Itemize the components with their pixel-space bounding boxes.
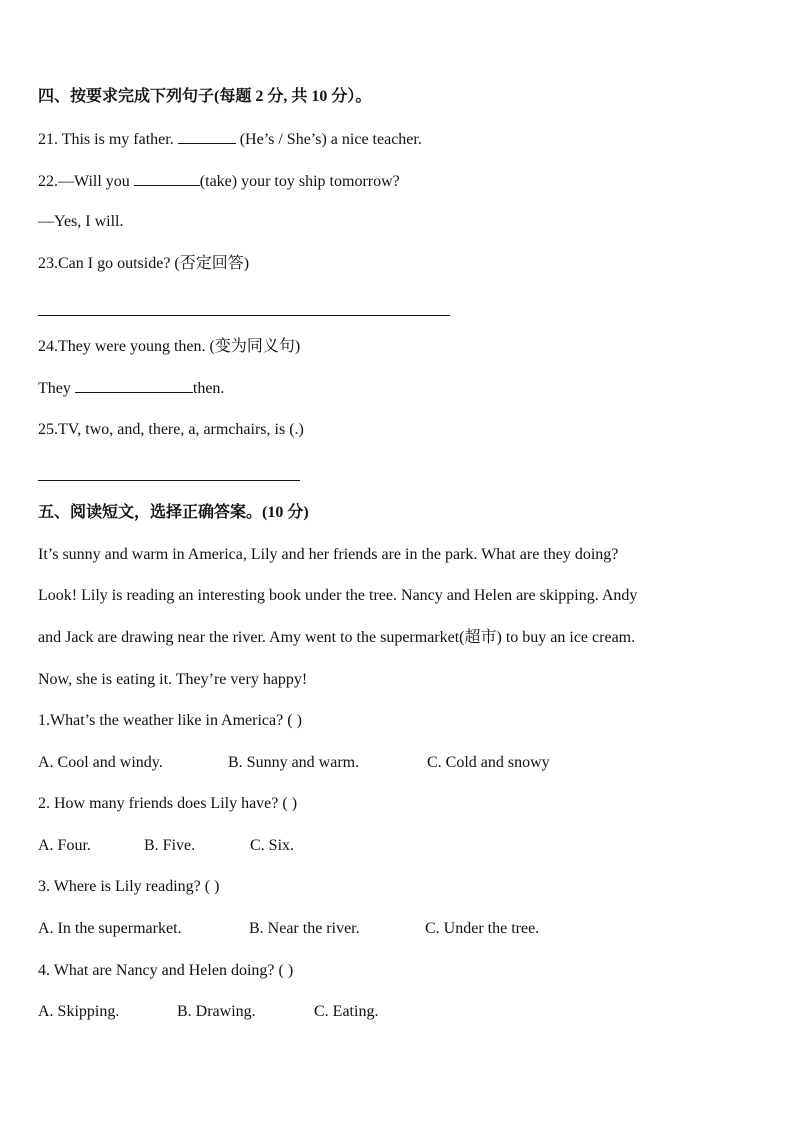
question-text-after: (He’s / She’s) a nice teacher.	[235, 131, 422, 148]
reading-question-1: 1.What’s the weather like in America? ( )	[38, 712, 302, 729]
option-b[interactable]: B. Drawing.	[177, 1003, 256, 1020]
question-number: 21	[38, 131, 54, 148]
option-c[interactable]: C. Eating.	[314, 1003, 379, 1020]
question-number: 22	[38, 173, 54, 190]
option-c[interactable]: C. Under the tree.	[425, 920, 540, 937]
answer-blank[interactable]	[75, 378, 193, 393]
answer-line-25[interactable]	[38, 480, 300, 481]
option-b[interactable]: B. Near the river.	[249, 920, 360, 937]
question-25	[38, 420, 304, 440]
question-text-before: .—Will you	[54, 173, 134, 190]
options-row-4	[38, 1002, 378, 1022]
answer-blank[interactable]	[134, 171, 200, 186]
section5-heading: 五、阅读短文，选择正确答案。(10 分)	[38, 504, 309, 521]
option-a[interactable]: A. Four.	[38, 837, 91, 854]
answer-line-23[interactable]	[38, 315, 450, 316]
option-b[interactable]: B. Five.	[144, 837, 196, 854]
option-b[interactable]: B. Sunny and warm.	[228, 754, 360, 771]
question-number: 25	[38, 421, 54, 438]
reading-question-4: 4. What are Nancy and Helen doing? ( )	[38, 962, 294, 979]
question-24-answer	[38, 378, 224, 399]
passage-line: Look! Lily is reading an interesting book under the tree. Nancy and Helen are skipping. Andy	[38, 587, 638, 604]
options-row-1	[38, 753, 550, 773]
question-text: .TV, two, and, there, a, armchairs, is (.)	[54, 421, 304, 438]
passage-line: Now, she is eating it. They’re very happy!	[38, 671, 308, 688]
question-24	[38, 337, 300, 357]
question-text-after: (take) your toy ship tomorrow?	[199, 173, 400, 190]
option-c[interactable]: C. Cold and snowy	[427, 754, 550, 771]
reading-question-2: 2. How many friends does Lily have? ( )	[38, 795, 298, 812]
passage-line: and Jack are drawing near the river. Amy went to the supermarket(超市) to buy an ice cream.	[38, 629, 636, 646]
question-text: .Can I go outside? (否定回答)	[54, 255, 250, 272]
option-a[interactable]: A. In the supermarket.	[38, 920, 182, 937]
answer-blank[interactable]	[178, 129, 236, 144]
question-text: .They were young then. (变为同义句)	[54, 338, 301, 355]
question-number: 23	[38, 255, 54, 272]
passage-line: It’s sunny and warm in America, Lily and her friends are in the park. What are they doing?	[38, 546, 619, 563]
option-a[interactable]: A. Skipping.	[38, 1003, 120, 1020]
question-22-reply: —Yes, I will.	[38, 213, 124, 230]
question-number: 24	[38, 338, 54, 355]
reading-question-3: 3. Where is Lily reading? ( )	[38, 878, 220, 895]
section4-heading: 四、按要求完成下列句子(每题 2 分, 共 10 分）。	[38, 88, 372, 105]
answer-text-before: They	[38, 380, 75, 397]
options-row-2	[38, 836, 294, 856]
option-c[interactable]: C. Six.	[250, 837, 295, 854]
question-23	[38, 254, 249, 274]
question-22	[38, 171, 400, 192]
question-21	[38, 129, 422, 150]
option-a[interactable]: A. Cool and windy.	[38, 754, 163, 771]
question-text-before: . This is my father.	[54, 131, 178, 148]
answer-text-after: then.	[192, 380, 225, 397]
options-row-3	[38, 919, 539, 939]
